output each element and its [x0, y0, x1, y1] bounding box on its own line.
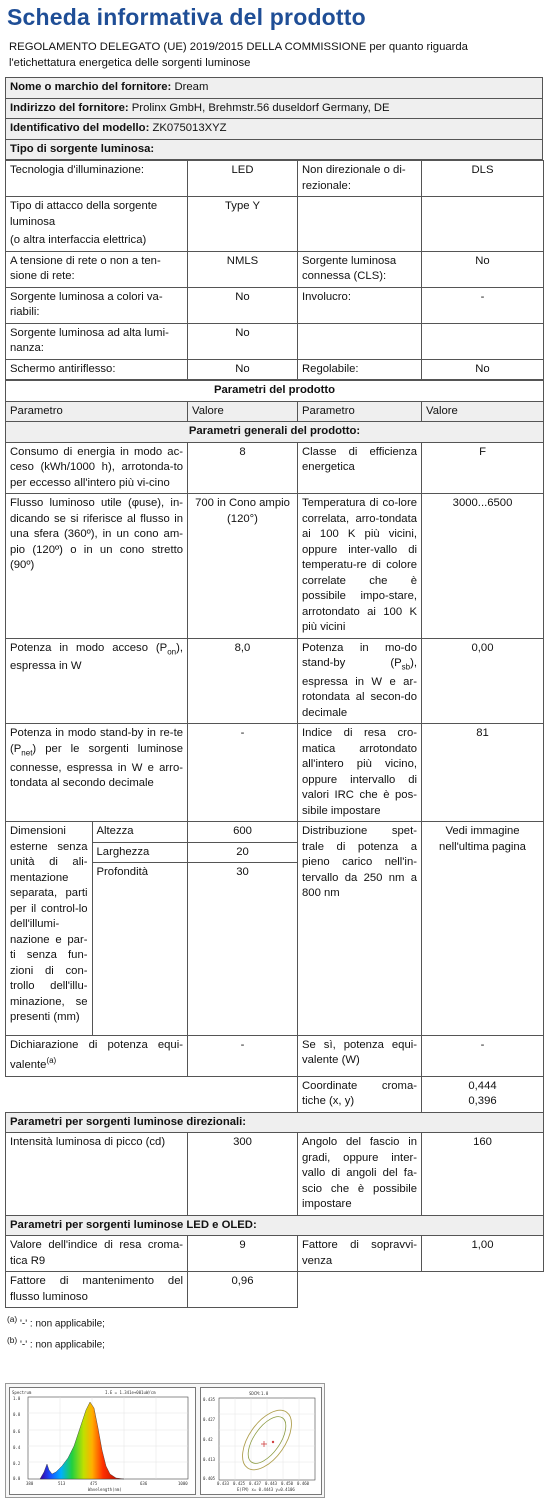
label-subscript: net	[21, 748, 33, 757]
empty-cell	[422, 1272, 544, 1308]
column-header-row	[6, 401, 544, 422]
x-tick-label: 0.425	[233, 1481, 246, 1486]
param-value: 9	[188, 1236, 298, 1272]
param-value: No	[188, 287, 298, 323]
supplier-address-row	[6, 98, 543, 119]
source-type-header: Tipo di sorgente luminosa:	[6, 139, 543, 160]
directional-header: Parametri per sorgenti luminose direzionali:	[6, 1112, 544, 1133]
label-part: Potenza in mo-do stand-by (P	[302, 641, 417, 669]
x-tick-label: 636	[140, 1481, 148, 1486]
y-tick-label: 0.42	[203, 1437, 213, 1442]
x-tick-label: 1000	[178, 1481, 188, 1486]
param-value: DLS	[422, 161, 544, 197]
spectrum-svg	[10, 1388, 195, 1494]
supplier-table	[5, 77, 543, 160]
chroma-y: 0,396	[468, 1095, 497, 1108]
param-value: 81	[422, 724, 544, 822]
table-row	[6, 638, 544, 724]
product-params-table	[5, 380, 544, 1308]
param-value: 8	[188, 442, 298, 494]
param-label: Non direzionale o di-rezionale:	[298, 161, 422, 197]
dimension-name: Profondità	[96, 866, 148, 879]
param-label	[6, 1035, 188, 1076]
column-header: Parametro	[298, 401, 422, 422]
param-value: F	[422, 442, 544, 494]
param-value: -	[422, 1035, 544, 1076]
label-part: ), espressa in W e ar-rotondata al secon-do decimale	[302, 657, 417, 719]
label-part: ) per le sorgenti luminose connesse, espressa in W e arro-tondata al secondo decimale	[10, 742, 183, 789]
supplier-address-label: Indirizzo del fornitore:	[10, 101, 129, 114]
spectrum-x-ticks	[26, 1481, 188, 1486]
footnotes	[7, 1311, 543, 1354]
table-row	[6, 287, 544, 323]
label-subscript: on	[167, 646, 177, 656]
param-value: LED	[188, 161, 298, 197]
param-label: Tecnologia d'illuminazione:	[6, 161, 188, 197]
param-label: Se sì, potenza equi-valente (W)	[298, 1035, 422, 1076]
param-label: Regolabile:	[298, 359, 422, 380]
x-tick-label: 0.437	[249, 1481, 262, 1486]
supplier-address: Prolinx GmbH, Brehmstr.56 duseldorf Germany, DE	[131, 101, 390, 114]
param-label: Sorgente luminosa ad alta lumi-nanza:	[6, 323, 188, 359]
param-label: Involucro:	[298, 287, 422, 323]
dimensions-label: Dimensioni esterne senza unità di ali-mentazione separata, parti per il control-lo dell'illumi-nazione e par-ti senza fun-zioni di con-trollo dell'illu-minazione, se presenti (mm)	[6, 822, 92, 1035]
spectrum-title: Spectrum	[12, 1390, 32, 1395]
dimension-name: Larghezza	[92, 842, 187, 863]
dimension-value: 20	[188, 843, 297, 864]
param-value: No	[188, 359, 298, 380]
cie-y-ticks	[203, 1397, 216, 1481]
param-value	[422, 323, 544, 359]
param-value: No	[422, 251, 544, 287]
footnote	[7, 1311, 543, 1332]
param-label: Distribuzione spet-trale di potenza a pieno carico nell'in-tervallo da 250 nm a 800 nm	[298, 822, 422, 1036]
column-header: Parametro	[6, 401, 188, 422]
param-label: Fattore di mantenimento del flusso luminoso	[6, 1272, 188, 1308]
label-part: Potenza in modo acceso (P	[10, 641, 168, 654]
y-tick-label: 0.8	[13, 1412, 21, 1417]
measurement-images	[5, 1383, 325, 1498]
product-params-header: Parametri del prodotto	[6, 381, 544, 402]
empty-cell	[188, 1076, 298, 1112]
param-label: Consumo di energia in modo ac-ceso (kWh/1000 h), arrotonda-to per eccesso all'intero più vi-cino	[6, 442, 188, 494]
table-row	[6, 494, 544, 639]
table-row	[6, 1076, 544, 1112]
param-label	[6, 724, 188, 822]
empty-cell	[298, 1272, 422, 1308]
param-label: Valore dell'indice di resa croma-tica R9	[6, 1236, 188, 1272]
target-point	[272, 1441, 274, 1443]
param-value: 300	[188, 1133, 298, 1216]
cie-chart	[200, 1387, 322, 1495]
param-value: 160	[422, 1133, 544, 1216]
dimensions-cell	[6, 822, 188, 1036]
param-value: No	[188, 323, 298, 359]
supplier-name: Dream	[174, 81, 209, 93]
dimension-value: 600	[188, 822, 297, 843]
param-value: -	[188, 1035, 298, 1076]
param-value: 8,0	[188, 638, 298, 724]
param-value: Type Y	[188, 197, 298, 252]
param-label: A tensione di rete o non a ten-sione di rete:	[6, 251, 188, 287]
label-part: Dichiarazione di potenza equi-valente	[10, 1038, 183, 1072]
param-label	[298, 638, 422, 724]
y-tick-label: 0.435	[203, 1397, 216, 1402]
y-tick-label: 0.405	[203, 1476, 216, 1481]
page-title: Scheda informativa del prodotto	[7, 4, 366, 30]
cie-x-ticks	[217, 1481, 310, 1486]
table-row	[6, 1035, 544, 1076]
y-tick-label: 1.0	[13, 1396, 21, 1401]
param-label	[6, 638, 188, 724]
general-params-header: Parametri generali del prodotto:	[6, 422, 544, 443]
label-part: ), espressa in W	[10, 641, 183, 673]
param-label: Classe di efficienza energetica	[298, 442, 422, 494]
param-label: Fattore di sopravvi-venza	[298, 1236, 422, 1272]
dimensions-subtable	[6, 822, 187, 1035]
spectrum-plot-area	[28, 1397, 188, 1479]
cie-title: SDCM:1.8	[249, 1391, 269, 1396]
x-tick-label: 380	[26, 1481, 34, 1486]
table-row	[6, 1133, 544, 1216]
label-part: Potenza in modo stand-by in re-te (P	[10, 727, 183, 755]
param-label: Sorgente luminosa connessa (CLS):	[298, 251, 422, 287]
spectrum-peak-readout: I.E = 1.341e+001uW/cm	[105, 1390, 156, 1395]
regulation-text: REGOLAMENTO DELEGATO (UE) 2019/2015 DELLA COMMISSIONE per quanto riguarda l'etichettatura energetica delle sorgenti luminose	[9, 41, 468, 69]
footnote-mark: (b)	[7, 1335, 18, 1346]
column-header: Valore	[188, 401, 298, 422]
table-row	[6, 323, 544, 359]
footnote-ref: (a)	[46, 1056, 57, 1066]
param-label: Angolo del fascio in gradi, oppure inter-vallo di angoli del fa-scio che è possibile impostare	[298, 1133, 422, 1216]
dimension-name: Altezza	[92, 822, 187, 842]
param-value: -	[422, 287, 544, 323]
param-value: 3000...6500	[422, 494, 544, 639]
empty-cell	[6, 1076, 188, 1112]
table-row	[6, 161, 544, 197]
param-value: -	[188, 724, 298, 822]
spectrum-chart	[9, 1387, 196, 1495]
y-tick-label: 0.0	[13, 1476, 21, 1481]
x-tick-label: 0.433	[217, 1481, 230, 1486]
table-row	[6, 1272, 544, 1308]
param-label	[6, 197, 188, 252]
param-label	[298, 197, 422, 252]
param-label-main: Tipo di attacco della sorgente luminosa	[10, 200, 158, 228]
y-tick-label: 0.427	[203, 1417, 216, 1422]
param-label: Flusso luminoso utile (φuse), in-dicando se si riferisce al flusso in una sfera (360º), in un cono am-pio (120º) o in un cono stretto (90º)	[6, 494, 188, 639]
param-value: 0,00	[422, 638, 544, 724]
param-value: 700 in Cono ampio (120°)	[188, 494, 298, 639]
footnote-text: '-' : non applicabile;	[19, 1339, 105, 1351]
footnote-text: '-' : non applicabile;	[19, 1318, 105, 1330]
x-tick-label: 513	[58, 1481, 66, 1486]
footnote-mark: (a)	[7, 1314, 18, 1325]
param-value: 0,96	[188, 1272, 298, 1308]
y-tick-label: 0.4	[13, 1445, 21, 1450]
param-label: Coordinate croma-tiche (x, y)	[298, 1076, 422, 1112]
param-label: Schermo antiriflesso:	[6, 359, 188, 380]
chroma-x: 0,444	[468, 1079, 497, 1092]
param-value: NMLS	[188, 251, 298, 287]
spectrum-xlabel: Wavelength(nm)	[88, 1487, 122, 1492]
y-tick-label: 0.6	[13, 1429, 21, 1434]
y-tick-label: 0.413	[203, 1457, 216, 1462]
x-tick-label: 0.450	[281, 1481, 294, 1486]
param-label: Temperatura di co-lore correlata, arro-tondata ai 100 K più vicini, oppure inter-vallo di temperatu-re di colore correlate che è possibile impo-stare, arrotondato ai 100 K più vicini	[298, 494, 422, 639]
table-row	[6, 1236, 544, 1272]
param-value	[422, 197, 544, 252]
dimension-value: 30	[236, 866, 249, 879]
y-tick-label: 0.2	[13, 1461, 21, 1466]
model-id: ZK075013XYZ	[152, 122, 227, 134]
table-row	[6, 442, 544, 494]
param-value	[422, 1076, 544, 1112]
param-label: Intensità luminosa di picco (cd)	[6, 1133, 188, 1216]
table-row	[6, 251, 544, 287]
source-type-table	[5, 160, 544, 380]
param-label-sub: (o altra interfaccia elettrica)	[10, 234, 147, 246]
table-row	[6, 197, 544, 252]
label-subscript: sb	[401, 662, 411, 672]
product-info-sheet	[5, 0, 543, 1354]
cie-footer: E(FM) x= 0.4443 y=0.4106	[237, 1487, 295, 1492]
footnote	[7, 1332, 543, 1353]
x-tick-label: 0.460	[297, 1481, 310, 1486]
table-row	[6, 359, 544, 380]
model-label: Identificativo del modello:	[10, 122, 150, 134]
x-tick-label: 475	[90, 1481, 98, 1486]
dimensions-row	[6, 822, 544, 1036]
param-value: No	[422, 359, 544, 380]
supplier-name-label: Nome o marchio del fornitore:	[10, 81, 172, 93]
supplier-name-row	[6, 78, 543, 99]
model-row	[6, 119, 543, 140]
table-row	[6, 724, 544, 822]
dimensions-values-cell	[188, 822, 298, 1036]
led-header: Parametri per sorgenti luminose LED e OLED:	[6, 1215, 544, 1236]
param-label: Sorgente luminosa a colori va-riabili:	[6, 287, 188, 323]
param-label: Indice di resa cro-matica arrotondato all'intero più vicino, oppure intervallo di valori IRC che è pos-sibile impostare	[298, 724, 422, 822]
param-label	[298, 323, 422, 359]
x-tick-label: 0.443	[265, 1481, 278, 1486]
spectrum-y-ticks	[13, 1396, 21, 1481]
param-value: 1,00	[422, 1236, 544, 1272]
column-header: Valore	[422, 401, 544, 422]
cie-svg	[201, 1388, 321, 1494]
param-value: Vedi immagine nell'ultima pagina	[422, 822, 544, 1036]
